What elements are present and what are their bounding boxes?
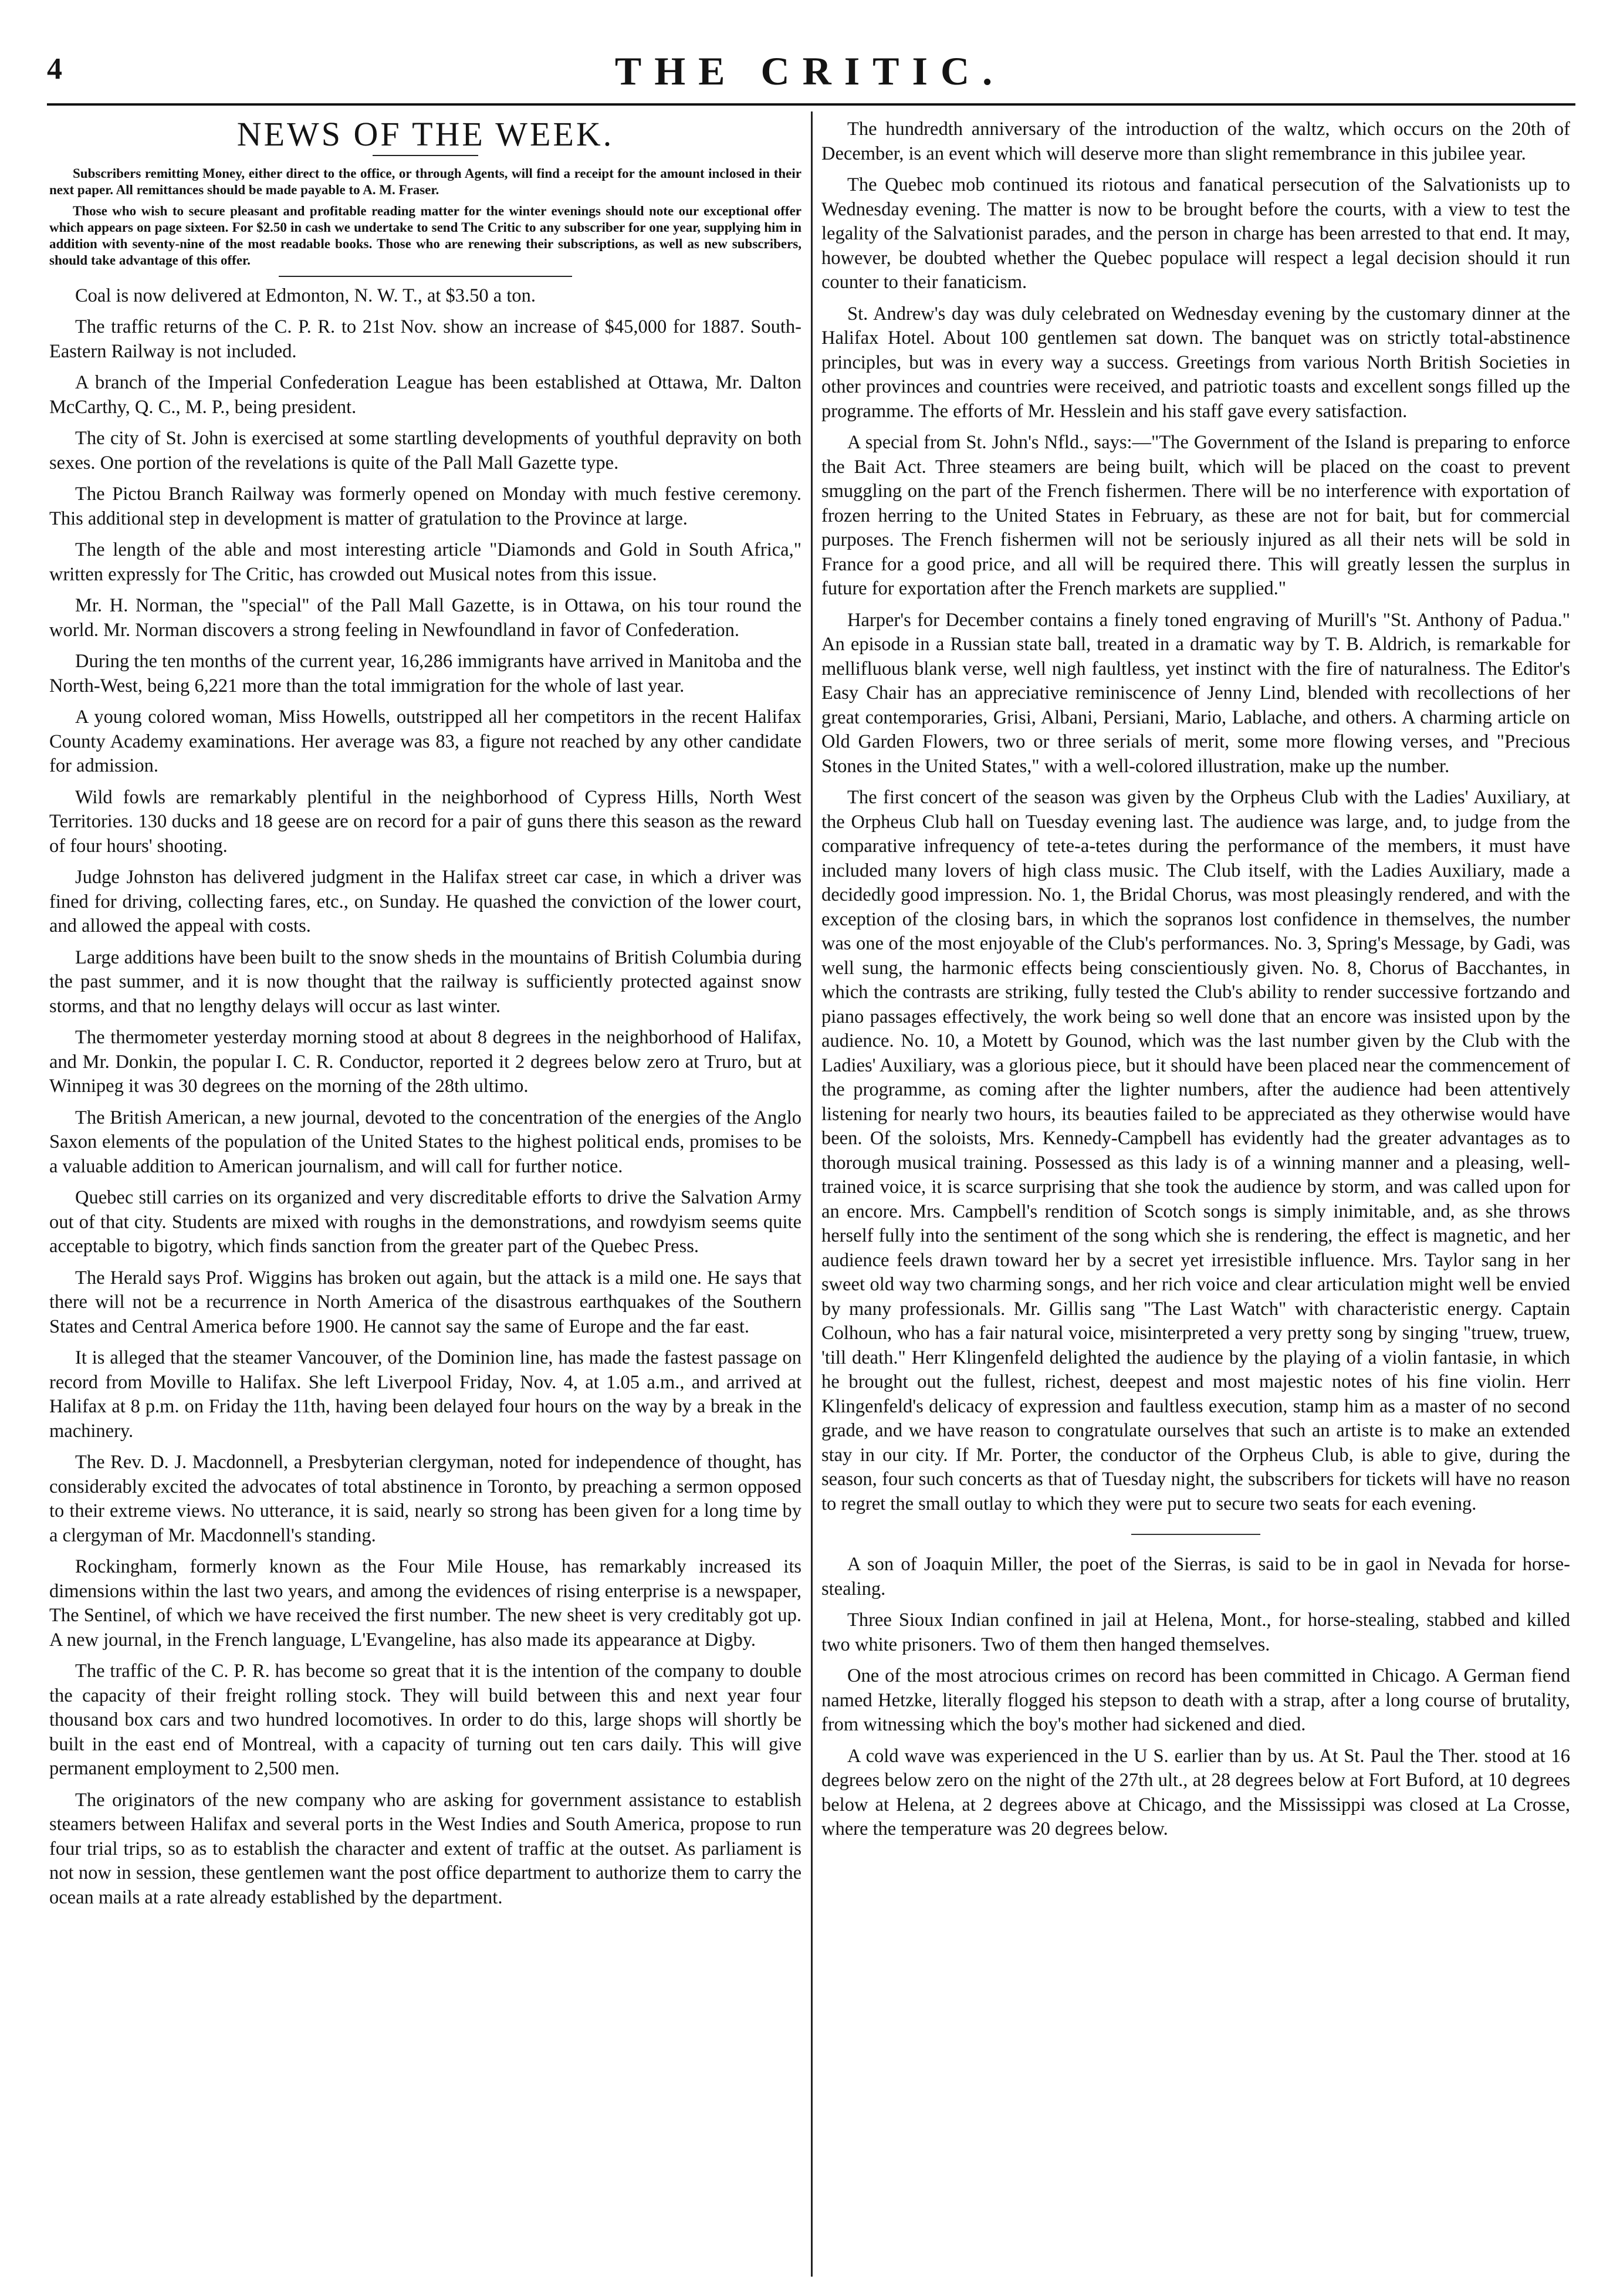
right-paragraphs	[821, 117, 1570, 1516]
news-paragraph: Coal is now delivered at Edmonton, N. W. T., at $3.50 a ton.	[75, 285, 536, 306]
page-number: 4	[47, 52, 62, 86]
news-paragraph: The traffic returns of the C. P. R. to 21st Nov. show an increase of $45,000 for 1887. South-Eastern Railway is not included.	[49, 316, 801, 362]
news-paragraph: During the ten months of the current year, 16,286 immigrants have arrived in Manitoba and the North-West, being 6,221 more than the total immigration for the whole of last year.	[49, 651, 801, 696]
news-paragraph: Judge Johnston has delivered judgment in the Halifax street car case, in which a driver was fined for driving, collecting fares, etc., on Sunday. He quashed the conviction of the lower court, and allowed the appeal with costs.	[49, 867, 801, 936]
column-rule	[811, 111, 813, 2277]
news-paragraph: Mr. H. Norman, the "special" of the Pall Mall Gazette, is in Ottawa, on his tour round the world. Mr. Norman discovers a strong feeling in Newfoundland in favor of Confederation.	[49, 595, 801, 641]
news-paragraph: The city of St. John is exercised at some startling developments of youthful depravity on both sexes. One portion of the revelations is quite of the Pall Mall Gazette type.	[49, 428, 801, 474]
news-paragraph: The Pictou Branch Railway was formerly opened on Monday with much festive ceremony. This additional step in development is matter of gratulation to the Province at large.	[49, 483, 801, 529]
news-paragraph: A cold wave was experienced in the U S. earlier than by us. At St. Paul the Ther. stood at 16 degrees below zero on the night of the 27th ult., at 28 degrees below at Fort Buford, at 10 degrees below at Helena, at 2 degrees above at Chicago, and the Mississippi was closed at La Crosse, where the temperature was 20 degrees below.	[821, 1745, 1570, 1839]
news-paragraph: A branch of the Imperial Confederation League has been established at Ottawa, Mr. Dalton McCarthy, Q. C., M. P., being president.	[49, 372, 801, 418]
masthead-rule	[47, 103, 1575, 106]
news-paragraph: Rockingham, formerly known as the Four Mile House, has remarkably increased its dimensions within the last two years, and among the evidences of rising enterprise is a newspaper, The Sentinel, of which we have received the first number. The new sheet is very creditably got up. A new journal, in the French language, L'Evangeline, has also made its appearance at Digby.	[49, 1556, 801, 1651]
section-divider	[1131, 1534, 1260, 1535]
news-paragraph: A son of Joaquin Miller, the poet of the Sierras, is said to be in gaol in Nevada for horse-stealing.	[821, 1554, 1570, 1600]
news-paragraph: The hundredth anniversary of the introduction of the waltz, which occurs on the 20th of December, is an event which will deserve more than slight remembrance in this jubilee year.	[821, 119, 1570, 164]
news-paragraph: The length of the able and most interesting article "Diamonds and Gold in South Africa," written expressly for The Critic, has crowded out Musical notes from this issue.	[49, 539, 801, 585]
news-paragraph: Harper's for December contains a finely toned engraving of Murill's "St. Anthony of Padua." An episode in a Russian state ball, treated in a dramatic way by T. B. Aldrich, is remarkable for mellifluous blank verse, well nigh faultless, yet instinct with the fire of naturalness. The Editor's Easy Chair has an appreciative reminiscence of Jenny Lind, blended with recollections of her great contemporaries, Grisi, Albani, Persiani, Mario, Lablache, and others. A charming article on Old Garden Flowers, two or three serials of merit, some more flowing verses, and "Precious Stones in the United States," with a well-colored illustration, make up the number.	[821, 609, 1570, 777]
news-paragraph: Three Sioux Indian confined in jail at Helena, Mont., for horse-stealing, stabbed and killed two white prisoners. Two of them then hanged themselves.	[821, 1609, 1570, 1655]
news-paragraph: The Quebec mob continued its riotous and fanatical persecution of the Salvationists up to Wednesday evening. The matter is now to be brought before the courts, with a view to test the legality of the Salvationist parades, and the person in charge has been arrested to that end. It may, however, be doubted whether the Quebec populace will respect a legal decision should it run counter to their fanaticism.	[821, 174, 1570, 293]
news-paragraph: The thermometer yesterday morning stood at about 8 degrees in the neighborhood of Halifax, and Mr. Donkin, the popular I. C. R. Conductor, reported it 2 degrees below zero at Truro, but at Winnipeg it was 30 degrees on the morning of the 28th ultimo.	[49, 1027, 801, 1097]
news-paragraph: The Herald says Prof. Wiggins has broken out again, but the attack is a mild one. He says that there will not be a recurrence in North America of the disastrous earthquakes of the Southern States and Central America before 1900. He cannot say the same of Europe and the far east.	[49, 1267, 801, 1337]
title-rule	[373, 155, 478, 156]
left-paragraphs	[49, 284, 801, 1910]
section-title: NEWS OF THE WEEK.	[236, 117, 614, 153]
news-paragraph: A special from St. John's Nfld., says:—"The Government of the Island is preparing to enforce the Bait Act. Three steamers are being built, which will be placed on the coast to prevent smuggling on the part of the French fishermen. There will be no interference with exportation of frozen herring to the United States in February, as these are not for bait, but for commercial purposes. The French fishermen will not be seriously injured as all their nets will be sold in France for a good price, and all will be required there. This will greatly lessen the surplus in future for exportation after the French markets are supplied."	[821, 432, 1570, 599]
news-paragraph: Quebec still carries on its organized and very discreditable efforts to drive the Salvation Army out of that city. Students are mixed with roughs in the demonstrations, and rowdyism seems quite acceptable to bigotry, which finds sanction from the greater part of the Quebec Press.	[49, 1187, 801, 1257]
news-paragraph: It is alleged that the steamer Vancouver, of the Dominion line, has made the fastest passage on record from Moville to Halifax. She left Liverpool Friday, Nov. 4, at 1.05 a.m., and arrived at Halifax at 8 p.m. on Friday the 11th, having been delayed four hours on the way by a break in the machinery.	[49, 1347, 801, 1442]
news-paragraph: The British American, a new journal, devoted to the concentration of the energies of the Anglo Saxon elements of the population of the United States to the highest political ends, promises to be a valuable addition to American journalism, and will call for further notice.	[49, 1107, 801, 1177]
right-briefs	[821, 1553, 1570, 1842]
offer-notice: Those who wish to secure pleasant and profitable reading matter for the winter evenings should note our exceptional offer which appears on page sixteen. For $2.50 in cash we undertake to send The Critic to any subscriber for one year, supplying him in addition with seventy-nine of the most readable books. Those who are renewing their subscriptions, as well as new subscribers, should take advantage of this offer.	[49, 203, 801, 268]
notice-rule	[279, 276, 572, 277]
news-paragraph: A young colored woman, Miss Howells, outstripped all her competitors in the recent Halifax County Academy examinations. Her average was 83, a figure not reached by any other candidate for admission.	[49, 706, 801, 776]
news-paragraph: One of the most atrocious crimes on record has been committed in Chicago. A German fiend named Hetzke, literally flogged his stepson to death with a strap, after a long course of brutality, from witnessing which the boy's mother had sickened and died.	[821, 1665, 1570, 1735]
news-paragraph: Wild fowls are remarkably plentiful in the neighborhood of Cypress Hills, North West Territories. 130 ducks and 18 geese are on record for a pair of guns there this season as the reward of four hours' shooting.	[49, 786, 801, 857]
right-column	[821, 117, 1570, 2277]
masthead-title: THE CRITIC.	[614, 49, 1006, 93]
news-paragraph: St. Andrew's day was duly celebrated on Wednesday evening by the customary dinner at the Halifax Hotel. About 100 gentlemen sat down. The banquet was on strictly total-abstinence principles, but was in every way a success. Greetings from various North British Societies in other provinces and countries were received, and patriotic toasts and excellent songs filled up the programme. The efforts of Mr. Hesslein and his staff gave every satisfaction.	[821, 303, 1570, 422]
subscriber-notice: Subscribers remitting Money, either direct to the office, or through Agents, will find a receipt for the amount inclosed in their next paper. All remittances should be made payable to A. M. Fraser.	[49, 165, 801, 197]
news-paragraph: Large additions have been built to the snow sheds in the mountains of British Columbia during the past summer, and it is now thought that the railway is sufficiently protected against snow storms, and that no lengthy delays will occur as last winter.	[49, 946, 801, 1017]
news-paragraph: The Rev. D. J. Macdonnell, a Presbyterian clergyman, noted for independence of thought, has considerably excited the advocates of total abstinence in Toronto, by preaching a sermon opposed to their extreme views. No utterance, it is said, nearly so strong has been given for a long time by a clergyman of Mr. Macdonnell's standing.	[49, 1452, 801, 1546]
left-column	[49, 117, 801, 2277]
news-paragraph: The traffic of the C. P. R. has become so great that it is the intention of the company to double the capacity of their freight rolling stock. They will build between this and next year four thousand box cars and two hundred locomotives. In order to do this, large shops will shortly be built in the east end of Montreal, with a capacity of turning out ten cars daily. This will give permanent employment to 2,500 men.	[49, 1661, 801, 1779]
news-paragraph: The originators of the new company who are asking for government assistance to establish steamers between Halifax and several ports in the West Indies and South America, propose to run four trial trips, so as to establish the character and extent of traffic at the outset. As parliament is not now in session, these gentlemen want the post office department to authorize them to carry the ocean mails at a rate already established by the department.	[49, 1789, 801, 1908]
news-paragraph: The first concert of the season was given by the Orpheus Club with the Ladies' Auxiliary, at the Orpheus Club hall on Tuesday evening last. The audience was large, and, to judge from the comparative infrequency of tete-a-tetes during the performance of the members, it must have included many lovers of high class music. The Club itself, with the Ladies Auxiliary, made a decidedly good impression. No. 1, the Bridal Chorus, was most pleasingly rendered, and with the exception of the closing bars, in which the sopranos lost confidence in themselves, the number was one of the most enjoyable of the Club's performances. No. 3, Spring's Message, by Gadi, was well sung, the harmonic effects being conscientiously given. No. 8, Chorus of Bacchantes, in which the contrasts are striking, fully tested the Club's ability to render successive fortzando and piano passages effectively, the work being so well done that an encore was insisted upon by the audience. No. 10, a Motett by Gounod, which was the last number given by the Club with the Ladies' Auxiliary, was a glorious piece, but it should have been placed near the commencement of the programme, as coming after the lighter numbers, after the audience had been attentively listening for nearly two hours, its beauties failed to be appreciated as they otherwise would have been. Of the soloists, Mrs. Kennedy-Campbell has evidently had the greater advantages as to thorough musical training. Possessed as this lady is of a winning manner and a pleasing, well-trained voice, it is scarce surprising that she took the audience by storm, and was called upon for an encore. Mrs. Campbell's rendition of Scotch songs is simply inimitable, and, as she throws herself fully into the sentiment of the song which she is rendering, the effect is magnetic, and her audience feels drawn toward her by a secret yet irresistible influence. Mrs. Taylor sang in her sweet old way two charming songs, and her rich voice and clear articulation might well be envied by many professionals. Mr. Gillis sang "The Last Watch" with characteristic energy. Captain Colhoun, who has a fair natural voice, misinterpreted a very pretty song by singing "truew, truew, 'till death." Herr Klingenfeld delighted the audience by the playing of a violin fantasie, in which he brought out the fullest, richest, deepest and most majestic notes of his fine violin. Herr Klingenfeld's delicacy of expression and faultless execution, stamp him as a master of no second grade, and we have reason to congratulate ourselves that such an artiste is to make an extended stay in our city. If Mr. Porter, the conductor of the Orpheus Club, is able to give, during the season, four such concerts as that of Tuesday night, the subscribers for tickets will have no reason to regret the small outlay to which they were put to secure two seats for each evening.	[821, 787, 1570, 1514]
